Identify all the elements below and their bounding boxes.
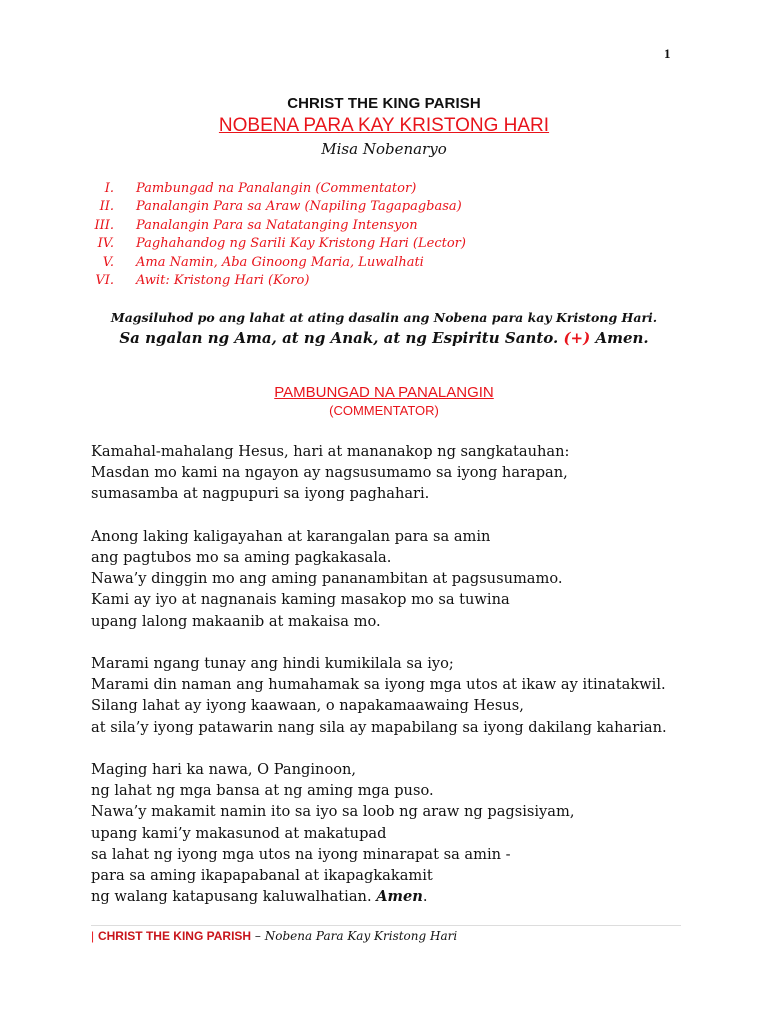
toc-number: I. [104, 181, 114, 196]
table-of-contents [60, 180, 466, 290]
prayer-line: Marami din naman ang humahamak sa iyong mga utos at ikaw ay itinatakwil. [91, 676, 666, 694]
sign-of-cross-line [0, 327, 768, 349]
toc-text: Pambungad na Panalangin (Commentator) [136, 181, 417, 196]
amen-word: Amen [595, 329, 644, 347]
document-subtitle: Misa Nobenaryo [321, 140, 447, 158]
prayer-line: ng lahat ng mga bansa at ng aming mga puso. [91, 782, 434, 800]
prayer-line: Silang lahat ay iyong kaawaan, o napakamaawaing Hesus, [91, 697, 524, 715]
final-line-text: ng walang katapusang kaluwalhatian. [91, 888, 372, 906]
final-amen: Amen [376, 888, 423, 906]
prayer-paragraph [91, 526, 721, 632]
prayer-line: upang lalong makaanib at makaisa mo. [91, 612, 381, 630]
document-title: NOBENA PARA KAY KRISTONG HARI [218, 115, 550, 136]
toc-number: VI. [95, 272, 114, 288]
toc-item [60, 235, 466, 253]
prayer-line: Kami ay iyo at nagnanais kaming masakop mo sa tuwina [91, 591, 510, 609]
prayer-body [91, 441, 721, 929]
prayer-line: Anong laking kaligayahan at karangalan para sa amin [91, 527, 491, 545]
toc-text: Paghahandog ng Sarili Kay Kristong Hari (Lector) [136, 236, 466, 252]
footer-bar: | [91, 929, 95, 943]
toc-number: II. [99, 199, 114, 215]
toc-text: Awit: Kristong Hari (Koro) [136, 272, 310, 288]
prayer-line: para sa aming ikapapabanal at ikapagkakamit [91, 867, 433, 885]
footer-title: – Nobena Para Kay Kristong Hari [254, 929, 458, 943]
prayer-line: Marami ngang tunay ang hindi kumikilala sa iyo; [91, 655, 454, 672]
invitation-line: Magsiluhod po ang lahat at ating dasalin ang Nobena para kay Kristong Hari. [110, 310, 658, 325]
prayer-paragraph [91, 653, 721, 738]
page-footer [91, 928, 457, 944]
toc-number: III. [94, 217, 114, 233]
section-subtitle: (COMMENTATOR) [329, 403, 439, 418]
toc-number: V. [102, 254, 114, 270]
prayer-line: sumasamba at nagpupuri sa iyong paghahari. [91, 485, 430, 503]
prayer-line: sa lahat ng iyong mga utos na iyong minarapat sa amin - [91, 845, 511, 863]
toc-number: IV. [97, 236, 114, 252]
prayer-line: Kamahal-mahalang Hesus, hari at mananakop ng sangkatauhan: [91, 443, 570, 460]
final-period: . [422, 888, 428, 906]
toc-item [60, 198, 466, 216]
prayer-paragraph [91, 759, 721, 907]
footer-parish: CHRIST THE KING PARISH [97, 929, 252, 943]
toc-item [60, 180, 466, 198]
prayer-line: ang pagtubos mo sa aming pagkakasala. [91, 549, 392, 566]
section-title: PAMBUNGAD NA PANALANGIN [274, 384, 494, 401]
prayer-line: at sila’y iyong patawarin nang sila ay mapabilang sa iyong dakilang kaharian. [91, 718, 667, 736]
sign-of-cross-text: Sa ngalan ng Ama, at ng Anak, at ng Espiritu Santo. [119, 329, 559, 347]
toc-item [60, 272, 466, 290]
prayer-paragraph [91, 441, 721, 505]
parish-name: CHRIST THE KING PARISH [287, 95, 481, 112]
prayer-line: Masdan mo kami na ngayon ay nagsusumamo sa iyong harapan, [91, 464, 568, 482]
sign-period: . [643, 329, 649, 347]
prayer-line: upang kami’y makasunod at makatupad [91, 824, 387, 842]
section-heading [0, 383, 768, 419]
toc-text: Panalangin Para sa Natatanging Intensyon [136, 217, 418, 233]
prayer-line: Maging hari ka nawa, O Panginoon, [91, 761, 357, 778]
page-number: 1 [664, 46, 671, 61]
toc-item [60, 254, 466, 272]
footer-divider [91, 925, 681, 926]
document-header [0, 94, 768, 160]
toc-item [60, 217, 466, 235]
toc-text: Ama Namin, Aba Ginoong Maria, Luwalhati [136, 254, 424, 270]
cross-symbol: (+) [563, 329, 591, 347]
prayer-line: Nawa’y dinggin mo ang aming pananambitan at pagsusumamo. [91, 570, 563, 588]
toc-text: Panalangin Para sa Araw (Napiling Tagapagbasa) [136, 199, 462, 215]
prayer-final-line [91, 886, 721, 907]
prayer-line: Nawa’y makamit namin ito sa iyo sa loob ng araw ng pagsisiyam, [91, 803, 575, 821]
